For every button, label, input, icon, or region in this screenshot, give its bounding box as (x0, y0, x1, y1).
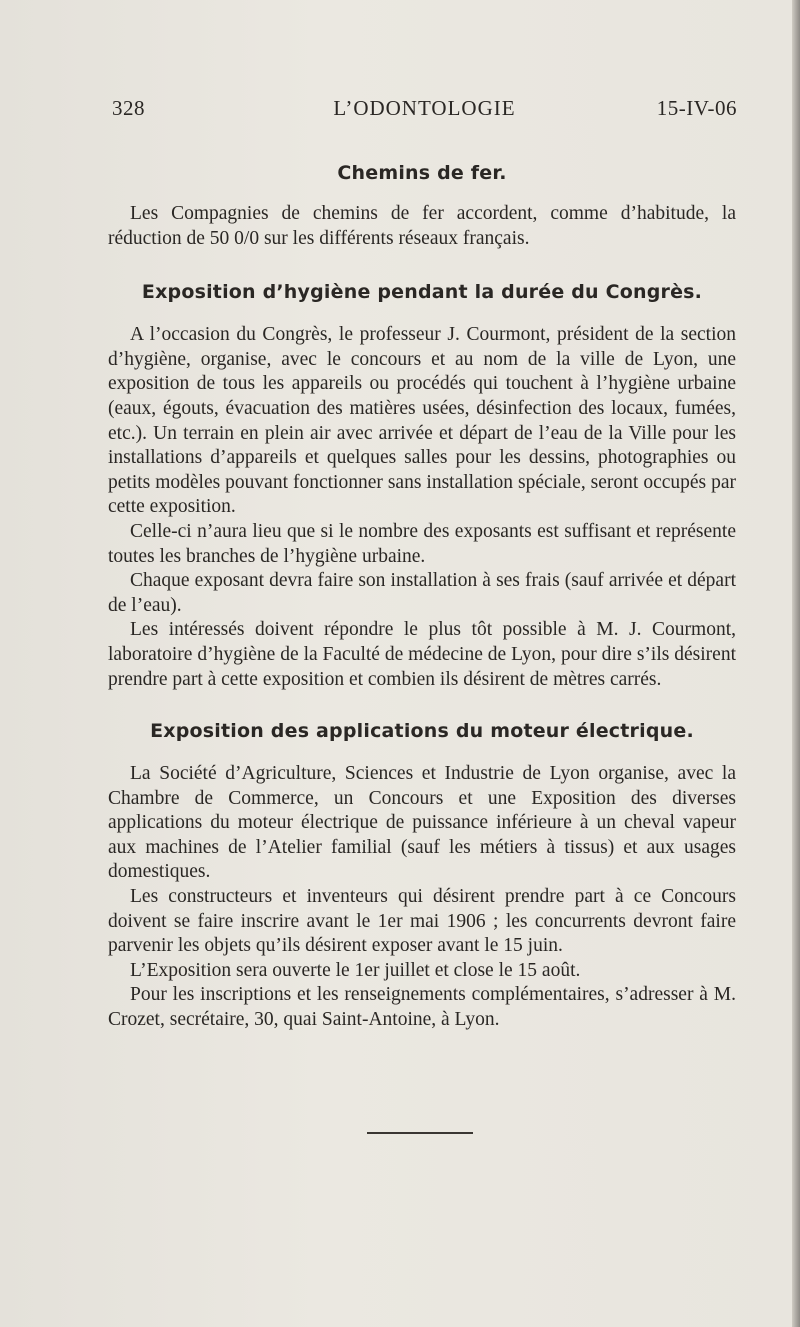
paragraph: Celle-ci n’aura lieu que si le nombre des exposants est suffisant et représente toutes les branches de l’hygiène urbaine. (108, 520, 736, 567)
section-title-railways: Chemins de fer. (337, 162, 507, 184)
issue-date: 15-IV-06 (656, 96, 737, 120)
paragraph: A l’occasion du Congrès, le professeur J. Courmont, président de la section d’hygiène, organise, avec le concours et au nom de la ville de Lyon, une exposition de tous les appareils ou procédés qui touchent à l’hygiène urbaine (eaux, égouts, évacuation des matières usées, désinfection des locaux, fumées, etc.). Un terrain en plein air avec arrivée et départ de l’eau de la Ville pour les installations d’appareils et quelques salles pour les dessins, photographies ou petits modèles pouvant fonctionner sans installation spéciale, seront occupés par cette exposition. (108, 324, 736, 518)
paragraph: L’Exposition sera ouverte le 1er juillet et close le 15 août. (130, 959, 581, 981)
paragraph: Chaque exposant devra faire son installation à ses frais (sauf arrivée et départ de l’eau). (108, 570, 736, 616)
paragraph: La Société d’Agriculture, Sciences et Industrie de Lyon organise, avec la Chambre de Commerce, un Concours et une Exposition des diverses applications du moteur électrique de puissance inférieure à un cheval vapeur aux machines de l’Atelier familial (sauf les métiers à tissus) et aux usages domestiques. (108, 763, 736, 883)
end-rule-divider (367, 1132, 473, 1134)
text-column (108, 158, 736, 1033)
paragraph: Pour les inscriptions et les renseignements complémentaires, s’adresser à M. Crozet, secrétaire, 30, quai Saint-Antoine, à Lyon. (108, 984, 736, 1031)
paragraph: Les Compagnies de chemins de fer accordent, comme d’habitude, la réduction de 50 0/0 sur les différents réseaux français. (108, 203, 736, 249)
page-number: 328 (112, 96, 145, 120)
section-title-electric-motor-exhibition: Exposition des applications du moteur électrique. (150, 720, 694, 743)
journal-title: L’ODONTOLOGIE (333, 96, 516, 120)
paragraph: Les intéressés doivent répondre le plus tôt possible à M. J. Courmont, laboratoire d’hygiène de la Faculté de médecine de Lyon, pour dire s’ils désirent prendre part à cette exposition et combien ils désirent de mètres carrés. (108, 619, 736, 690)
page-edge-shadow (792, 0, 800, 1327)
paragraph: Les constructeurs et inventeurs qui désirent prendre part à ce Concours doivent se faire inscrire avant le 1er mai 1906 ; les concurrents devront faire parvenir les objets qu’ils désirent exposer avant le 15 juin. (108, 886, 736, 957)
section-title-hygiene-exhibition: Exposition d’hygiène pendant la durée du Congrès. (141, 281, 703, 304)
